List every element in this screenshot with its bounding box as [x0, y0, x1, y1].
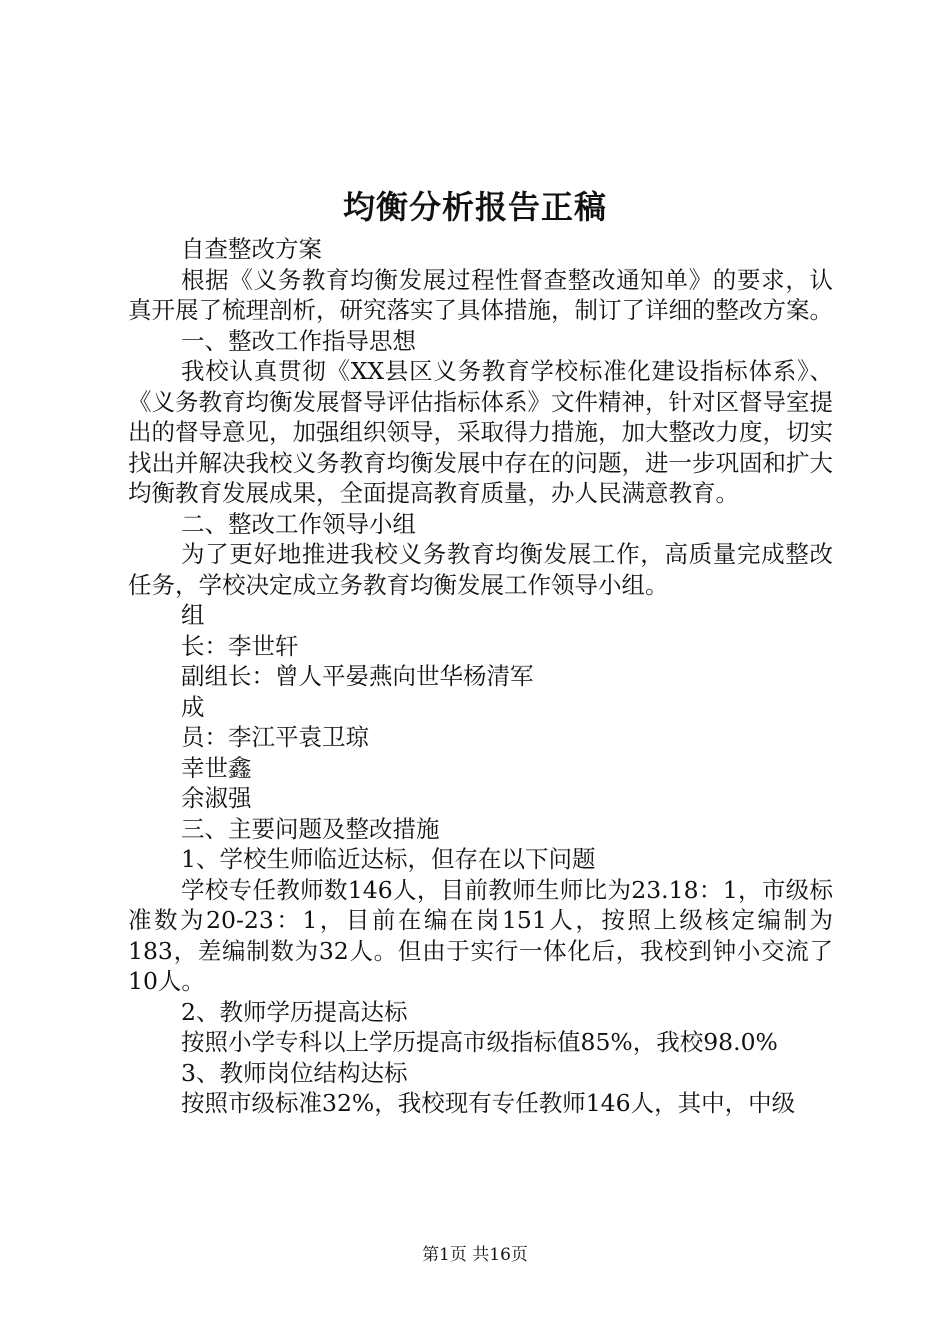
paragraph: 按照市级标准32%，我校现有专任教师146人，其中，中级	[181, 1089, 796, 1117]
member-line: 组	[181, 601, 205, 629]
paragraph: 自查整改方案	[181, 235, 322, 263]
section-heading: 一、整改工作指导思想	[181, 326, 416, 355]
paragraph: 学校专任教师数146人，目前教师生师比为23.18：1，市级标准数为20-23：1，目前在编在岗151人，按照上级核定编制为183，差编制数为32人。但由于实行一体化后，我校到钟小交流了10人。	[128, 875, 833, 995]
section-heading: 二、整改工作领导小组	[181, 509, 416, 538]
document-title: 均衡分析报告正稿	[342, 188, 607, 226]
member-line: 副组长：曾人平晏燕向世华杨清军	[181, 662, 534, 690]
member-line: 幸世鑫	[181, 753, 252, 782]
paragraph: 根据《义务教育均衡发展过程性督查整改通知单》的要求，认真开展了梳理剖析，研究落实了具体措施，制订了详细的整改方案。	[128, 265, 833, 324]
subsection-heading: 2、教师学历提高达标	[181, 997, 408, 1026]
member-line: 员：李江平袁卫琼	[181, 723, 369, 751]
subsection-heading: 1、学校生师临近达标，但存在以下问题	[181, 845, 596, 873]
paragraph: 我校认真贯彻《XX县区义务教育学校标准化建设指标体系》、《义务教育均衡发展督导评估指标体系》文件精神，针对区督导室提出的督导意见，加强组织领导，采取得力措施，加大整改力度，切实找出并解决我校义务教育均衡发展中存在的问题，进一步巩固和扩大均衡教育发展成果，全面提高教育质量，办人民满意教育。	[128, 357, 833, 507]
page-footer: 第1页 共16页	[422, 1245, 528, 1265]
section-heading: 三、主要问题及整改措施	[181, 814, 440, 843]
member-line: 成	[181, 692, 205, 721]
paragraph: 为了更好地推进我校义务教育均衡发展工作，高质量完成整改任务，学校决定成立务教育均衡发展工作领导小组。	[128, 540, 833, 599]
document-body	[128, 234, 833, 1119]
subsection-heading: 3、教师岗位结构达标	[181, 1058, 408, 1087]
member-line: 余淑强	[181, 784, 252, 812]
paragraph: 按照小学专科以上学历提高市级指标值85%，我校98.0%	[181, 1028, 778, 1056]
member-line: 长：李世轩	[181, 631, 299, 660]
